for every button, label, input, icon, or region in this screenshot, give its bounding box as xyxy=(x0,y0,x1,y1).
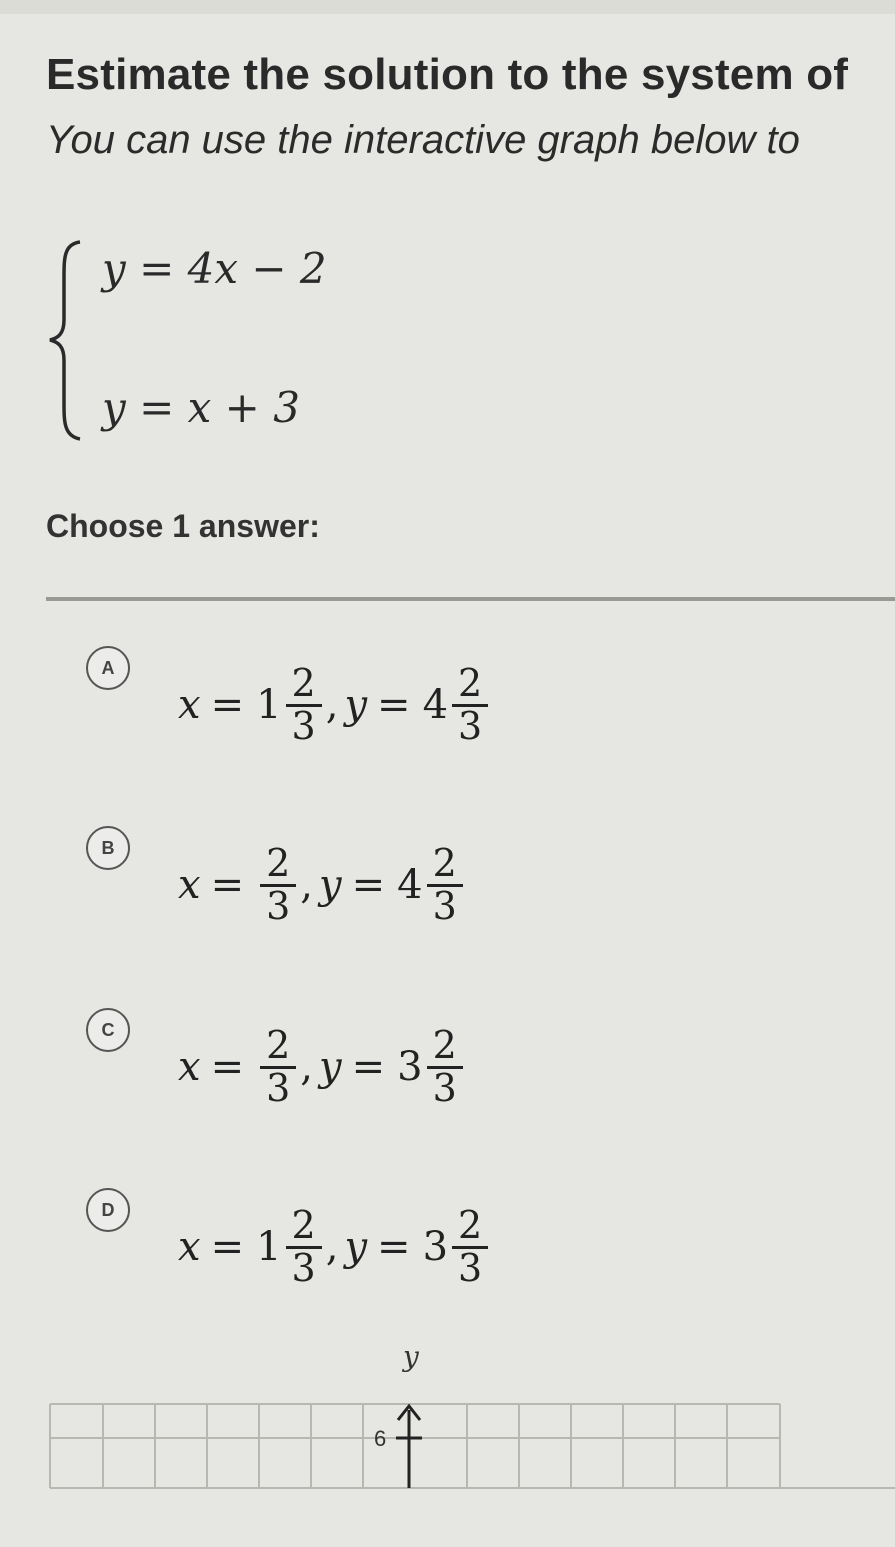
y-fraction xyxy=(452,661,488,748)
left-brace xyxy=(46,238,90,443)
x-whole: 1 xyxy=(256,1224,282,1271)
equals-sign: = xyxy=(377,1224,411,1271)
equals-sign: = xyxy=(351,862,386,909)
y-whole: 4 xyxy=(397,862,423,909)
x-denominator: 3 xyxy=(286,704,322,747)
comma: , xyxy=(325,682,339,729)
comma: , xyxy=(325,1224,339,1271)
x-denominator: 3 xyxy=(260,1066,296,1109)
y-numerator: 2 xyxy=(458,1203,483,1247)
var-y: y xyxy=(344,682,368,729)
x-denominator: 3 xyxy=(260,884,296,927)
y-fraction xyxy=(427,841,463,928)
x-numerator: 2 xyxy=(266,1023,291,1067)
y-axis-label: y xyxy=(403,1340,419,1373)
y-denominator: 3 xyxy=(452,704,488,747)
choice-d[interactable] xyxy=(86,1188,786,1328)
radio-c[interactable]: C xyxy=(86,1008,130,1052)
x-numerator: 2 xyxy=(291,661,316,705)
var-x: x xyxy=(178,682,201,729)
var-y: y xyxy=(344,1224,368,1271)
choice-b[interactable] xyxy=(86,826,786,966)
y-denominator: 3 xyxy=(452,1246,488,1289)
top-rule xyxy=(0,0,895,14)
y-numerator: 2 xyxy=(432,841,457,885)
x-fraction xyxy=(286,661,322,748)
comma: , xyxy=(300,862,313,909)
y-whole: 3 xyxy=(422,1224,449,1271)
radio-b[interactable]: B xyxy=(86,826,130,870)
equation-1: y = 4x − 2 xyxy=(102,244,327,293)
y-fraction xyxy=(427,1023,463,1110)
equals-sign: = xyxy=(351,1044,386,1091)
y-whole: 3 xyxy=(397,1044,423,1091)
choice-c-answer xyxy=(178,1023,467,1110)
choice-c[interactable] xyxy=(86,1008,786,1148)
x-numerator: 2 xyxy=(266,841,291,885)
x-fraction xyxy=(260,841,296,928)
question-subtitle: You can use the interactive graph below to xyxy=(46,118,800,162)
x-whole: 1 xyxy=(256,682,282,729)
var-y: y xyxy=(318,862,342,909)
equals-sign: = xyxy=(210,1044,245,1091)
tick-label-6: 6 xyxy=(374,1426,387,1451)
graph-grid xyxy=(50,1404,895,1488)
choice-b-answer xyxy=(178,841,467,928)
y-denominator: 3 xyxy=(427,1066,463,1109)
equation-2: y = x + 3 xyxy=(102,383,300,432)
choice-a-answer xyxy=(178,661,492,748)
question-title: Estimate the solution to the system of xyxy=(46,50,849,99)
equals-sign: = xyxy=(210,682,245,729)
x-fraction xyxy=(286,1203,322,1290)
var-y: y xyxy=(318,1044,342,1091)
choice-d-answer xyxy=(178,1203,492,1290)
y-numerator: 2 xyxy=(432,1023,457,1067)
divider xyxy=(46,597,895,601)
radio-a[interactable]: A xyxy=(86,646,130,690)
interactive-graph[interactable] xyxy=(0,1340,895,1542)
x-fraction xyxy=(260,1023,296,1110)
choice-a[interactable] xyxy=(86,646,786,786)
var-x: x xyxy=(178,1044,201,1091)
comma: , xyxy=(300,1044,313,1091)
graph-canvas[interactable] xyxy=(0,1340,895,1542)
equals-sign: = xyxy=(210,1224,245,1271)
y-numerator: 2 xyxy=(458,661,483,705)
x-numerator: 2 xyxy=(291,1203,316,1247)
choose-prompt: Choose 1 answer: xyxy=(46,508,320,544)
y-whole: 4 xyxy=(422,682,449,729)
y-fraction xyxy=(452,1203,488,1290)
var-x: x xyxy=(178,1224,201,1271)
equals-sign: = xyxy=(210,862,245,909)
equation-system xyxy=(46,238,466,448)
equals-sign: = xyxy=(377,682,411,729)
y-denominator: 3 xyxy=(427,884,463,927)
var-x: x xyxy=(178,862,201,909)
radio-d[interactable]: D xyxy=(86,1188,130,1232)
y-axis xyxy=(396,1406,422,1488)
x-denominator: 3 xyxy=(286,1246,322,1289)
